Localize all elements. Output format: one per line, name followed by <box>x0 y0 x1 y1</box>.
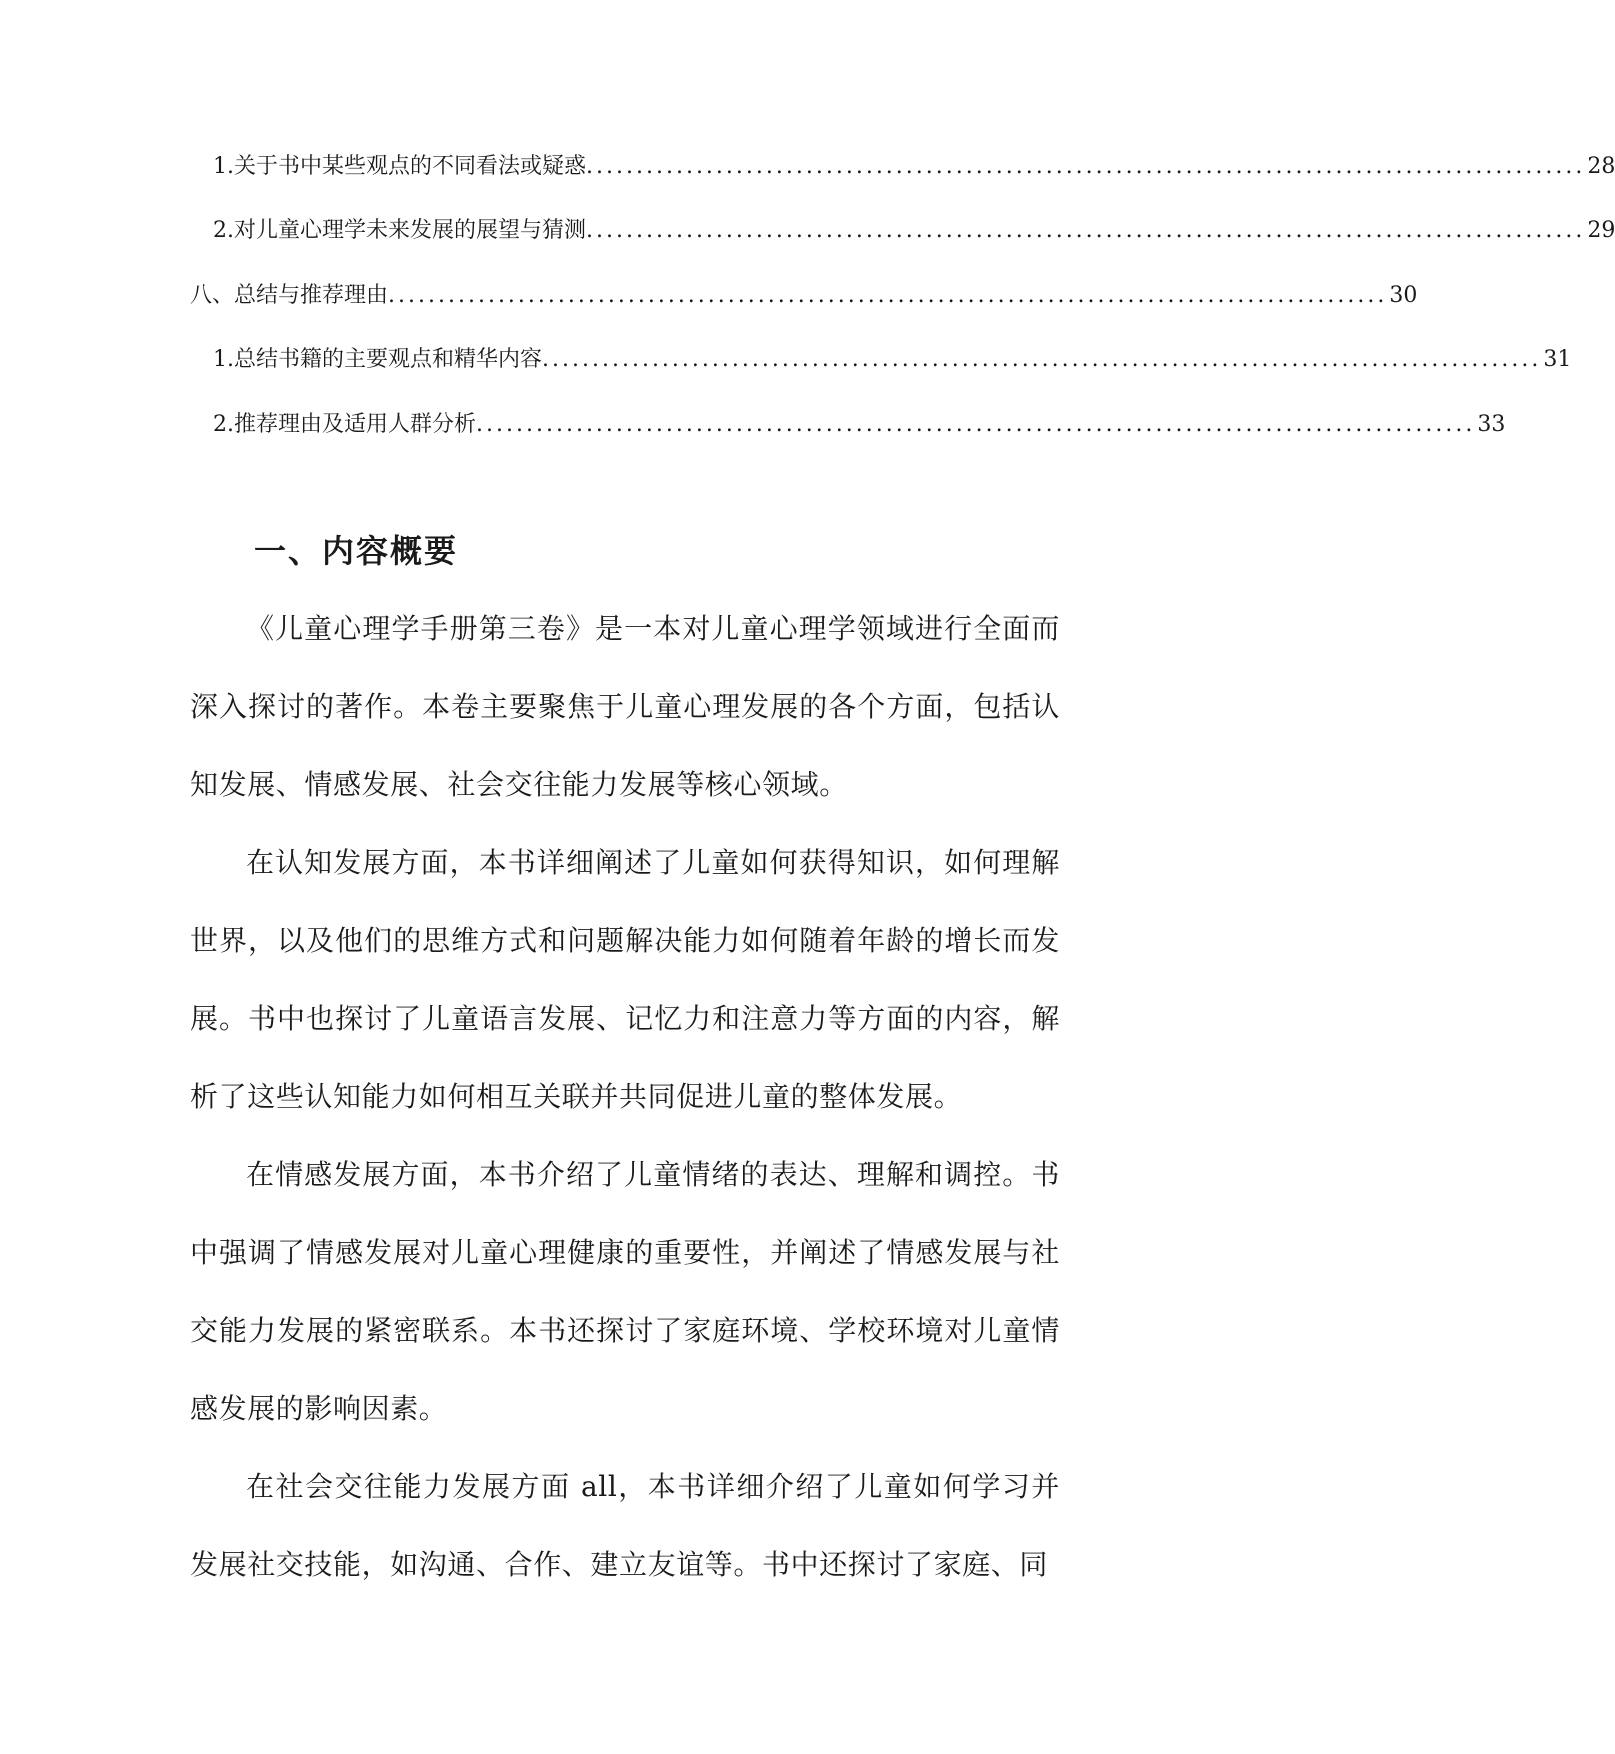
toc-entry-title: 关于书中某些观点的不同看法或疑惑 <box>234 154 587 179</box>
body-paragraph: 《儿童心理学手册第三卷》是一本对儿童心理学领域进行全面而深入探讨的著作。本卷主要聚焦于儿童心理发展的各个方面，包括认知发展、情感发展、社会交往能力发展等核心领域。 <box>190 612 1060 801</box>
toc-entry[interactable] <box>213 216 1615 246</box>
toc-entry-title: 推荐理由及适用人群分析 <box>234 412 477 437</box>
toc-entry[interactable] <box>213 345 1572 375</box>
toc-entry[interactable] <box>190 281 1418 311</box>
toc-entry-title: 总结书籍的主要观点和精华内容 <box>234 347 543 372</box>
toc-entry-page: 33 <box>1477 412 1506 437</box>
body-paragraph: 在情感发展方面，本书介绍了儿童情绪的表达、理解和调控。书中强调了情感发展对儿童心理健康的重要性，并阐述了情感发展与社交能力发展的紧密联系。本书还探讨了家庭环境、学校环境对儿童情感发展的影响因素。 <box>190 1158 1060 1425</box>
toc-entry-page: 31 <box>1543 347 1572 372</box>
section-body <box>190 590 1060 1604</box>
toc-dot-leader: .................................................................................................... <box>476 412 1476 437</box>
toc-dot-leader: .................................................................................................... <box>586 154 1586 179</box>
toc-entry-page: 28 <box>1587 154 1615 179</box>
toc-dot-leader: .................................................................................................... <box>542 347 1542 372</box>
toc-entry[interactable] <box>213 410 1506 440</box>
toc-dot-leader: .................................................................................................... <box>586 218 1586 243</box>
section-heading: 一、内容概要 <box>254 532 459 571</box>
toc-entry-title: 对儿童心理学未来发展的展望与猜测 <box>234 218 587 243</box>
body-paragraph: 在社会交往能力发展方面 all，本书详细介绍了儿童如何学习并发展社交技能，如沟通、合作、建立友谊等。书中还探讨了家庭、同 <box>190 1470 1060 1581</box>
toc-entry-page: 30 <box>1389 283 1418 308</box>
toc-entry-number: 1. <box>213 154 234 179</box>
toc-dot-leader: .................................................................................................... <box>388 283 1388 308</box>
body-paragraph: 在认知发展方面，本书详细阐述了儿童如何获得知识，如何理解世界，以及他们的思维方式和问题解决能力如何随着年龄的增长而发展。书中也探讨了儿童语言发展、记忆力和注意力等方面的内容，解析了这些认知能力如何相互关联并共同促进儿童的整体发展。 <box>190 846 1060 1113</box>
toc-entry-number: 2. <box>213 218 234 243</box>
toc-entry-number: 1. <box>213 347 234 372</box>
toc-entry-page: 29 <box>1587 218 1615 243</box>
toc-entry-title: 八、总结与推荐理由 <box>190 283 389 308</box>
toc-entry[interactable] <box>213 152 1615 182</box>
toc-entry-number: 2. <box>213 412 234 437</box>
